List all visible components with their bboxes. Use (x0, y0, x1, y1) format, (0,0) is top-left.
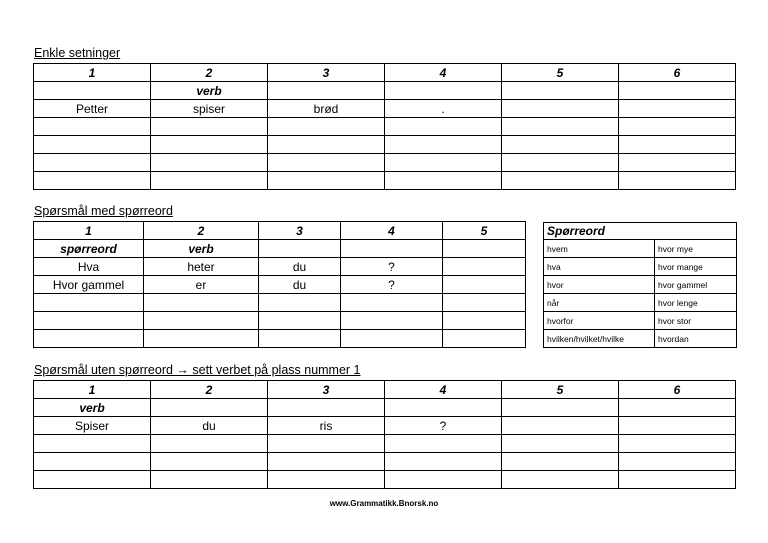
wh-questions-cell: du (259, 258, 341, 276)
simple-sentences-cell: Petter (34, 100, 151, 118)
simple-sentences-cell (34, 172, 151, 190)
wh-questions-cell: du (259, 276, 341, 294)
table-row (34, 417, 736, 435)
header-row (34, 381, 736, 399)
yes-no-questions-cell: ris (268, 417, 385, 435)
yes-no-questions-cell (385, 399, 502, 417)
wh-questions-cell (34, 330, 144, 348)
table-row (34, 118, 736, 136)
wh-questions-cell: er (144, 276, 259, 294)
wh-questions-cell: 3 (259, 222, 341, 240)
wh-questions-cell (259, 240, 341, 258)
yes-no-questions-cell: 3 (268, 381, 385, 399)
yes-no-questions-cell: 5 (502, 381, 619, 399)
yes-no-questions-cell: du (151, 417, 268, 435)
yes-no-questions-cell (268, 399, 385, 417)
wh-questions-cell: verb (144, 240, 259, 258)
simple-sentences-cell (502, 82, 619, 100)
simple-sentences-cell (34, 118, 151, 136)
wh-questions-cell (341, 312, 443, 330)
simple-sentences-cell (151, 118, 268, 136)
simple-sentences-cell (502, 118, 619, 136)
list-item (544, 240, 737, 258)
question-words-header (544, 223, 737, 240)
wh-questions-cell (144, 312, 259, 330)
section-title-yes-no-questions: Spørsmål uten spørreord → sett verbet på plass nummer 1 (34, 363, 361, 377)
simple-sentences-cell (502, 172, 619, 190)
yes-no-questions-cell: 6 (619, 381, 736, 399)
list-item (544, 330, 737, 348)
question-word: hvilken/hvilket/hvilke (544, 330, 655, 348)
simple-sentences-cell (619, 172, 736, 190)
yes-no-questions-cell (502, 453, 619, 471)
table-simple-sentences (33, 63, 736, 190)
question-word: hvor gammel (655, 276, 737, 294)
table-row (34, 136, 736, 154)
wh-questions-cell (259, 330, 341, 348)
yes-no-questions-cell (151, 435, 268, 453)
table-row (34, 453, 736, 471)
subheader-row (34, 82, 736, 100)
table-row (34, 294, 526, 312)
simple-sentences-cell (385, 172, 502, 190)
yes-no-questions-cell: verb (34, 399, 151, 417)
simple-sentences-cell: 2 (151, 64, 268, 82)
header-row (34, 222, 526, 240)
wh-questions-cell: 1 (34, 222, 144, 240)
wh-questions-cell (259, 312, 341, 330)
simple-sentences-cell (619, 118, 736, 136)
table-row (34, 276, 526, 294)
yes-no-questions-cell: 1 (34, 381, 151, 399)
yes-no-questions-cell: ? (385, 417, 502, 435)
simple-sentences-cell (385, 118, 502, 136)
list-item (544, 294, 737, 312)
list-item (544, 276, 737, 294)
question-word: hvordan (655, 330, 737, 348)
wh-questions-cell: spørreord (34, 240, 144, 258)
simple-sentences-cell (619, 136, 736, 154)
simple-sentences-cell: 5 (502, 64, 619, 82)
simple-sentences-cell (385, 82, 502, 100)
simple-sentences-cell (268, 136, 385, 154)
simple-sentences-cell (34, 136, 151, 154)
question-word: hvor mange (655, 258, 737, 276)
simple-sentences-cell (268, 172, 385, 190)
wh-questions-cell (34, 294, 144, 312)
simple-sentences-cell (619, 82, 736, 100)
yes-no-questions-cell (385, 435, 502, 453)
wh-questions-cell: ? (341, 258, 443, 276)
section-title-wh-questions: Spørsmål med spørreord (34, 204, 173, 218)
wh-questions-cell (443, 240, 526, 258)
yes-no-questions-cell (502, 399, 619, 417)
yes-no-questions-cell (619, 435, 736, 453)
simple-sentences-cell: brød (268, 100, 385, 118)
question-word: hvor stor (655, 312, 737, 330)
wh-questions-cell: 4 (341, 222, 443, 240)
wh-questions-cell (34, 312, 144, 330)
table-row (34, 330, 526, 348)
question-word: hva (544, 258, 655, 276)
simple-sentences-cell: 6 (619, 64, 736, 82)
wh-questions-cell: ? (341, 276, 443, 294)
yes-no-questions-cell (502, 471, 619, 489)
simple-sentences-cell (151, 172, 268, 190)
section-title-simple-sentences: Enkle setninger (34, 46, 121, 60)
question-word: hvem (544, 240, 655, 258)
question-word: hvor (544, 276, 655, 294)
yes-no-questions-cell: 4 (385, 381, 502, 399)
yes-no-questions-cell (268, 471, 385, 489)
wh-questions-cell (144, 330, 259, 348)
list-item (544, 258, 737, 276)
table-row (34, 471, 736, 489)
question-words-title: Spørreord (544, 223, 737, 240)
yes-no-questions-cell (34, 471, 151, 489)
table-row (34, 154, 736, 172)
wh-questions-cell: Hva (34, 258, 144, 276)
question-word: hvor mye (655, 240, 737, 258)
table-wh-questions (33, 221, 526, 348)
list-item (544, 312, 737, 330)
wh-questions-cell: Hvor gammel (34, 276, 144, 294)
table-row (34, 172, 736, 190)
subheader-row (34, 240, 526, 258)
yes-no-questions-cell (619, 453, 736, 471)
simple-sentences-cell: 4 (385, 64, 502, 82)
simple-sentences-cell (502, 100, 619, 118)
yes-no-questions-cell (34, 453, 151, 471)
yes-no-questions-cell (619, 471, 736, 489)
yes-no-questions-cell (151, 471, 268, 489)
yes-no-questions-cell (151, 399, 268, 417)
wh-questions-cell (341, 240, 443, 258)
simple-sentences-cell (619, 100, 736, 118)
yes-no-questions-cell (502, 435, 619, 453)
simple-sentences-cell: spiser (151, 100, 268, 118)
yes-no-questions-cell (34, 435, 151, 453)
subheader-row (34, 399, 736, 417)
header-row (34, 64, 736, 82)
simple-sentences-cell (268, 82, 385, 100)
simple-sentences-cell (619, 154, 736, 172)
question-word: hvor lenge (655, 294, 737, 312)
simple-sentences-cell (385, 136, 502, 154)
yes-no-questions-cell (385, 453, 502, 471)
footer-website: www.Grammatikk.Bnorsk.no (329, 499, 439, 508)
yes-no-questions-cell (385, 471, 502, 489)
simple-sentences-cell (151, 154, 268, 172)
yes-no-questions-cell: 2 (151, 381, 268, 399)
simple-sentences-cell: 3 (268, 64, 385, 82)
yes-no-questions-cell (619, 417, 736, 435)
simple-sentences-cell: 1 (34, 64, 151, 82)
table-row (34, 258, 526, 276)
table-yes-no-questions (33, 380, 736, 489)
yes-no-questions-cell: Spiser (34, 417, 151, 435)
simple-sentences-cell (268, 118, 385, 136)
simple-sentences-cell: verb (151, 82, 268, 100)
simple-sentences-cell (34, 82, 151, 100)
table-row (34, 312, 526, 330)
table-row (34, 435, 736, 453)
wh-questions-cell (443, 258, 526, 276)
yes-no-questions-cell (268, 453, 385, 471)
wh-questions-cell (443, 312, 526, 330)
wh-questions-cell: heter (144, 258, 259, 276)
question-words-table (543, 222, 737, 348)
wh-questions-cell (443, 276, 526, 294)
simple-sentences-cell: . (385, 100, 502, 118)
table-row (34, 100, 736, 118)
question-word: når (544, 294, 655, 312)
yes-no-questions-cell (502, 417, 619, 435)
wh-questions-cell (443, 294, 526, 312)
question-word: hvorfor (544, 312, 655, 330)
yes-no-questions-cell (268, 435, 385, 453)
wh-questions-cell (341, 330, 443, 348)
wh-questions-cell (443, 330, 526, 348)
wh-questions-cell (259, 294, 341, 312)
simple-sentences-cell (385, 154, 502, 172)
simple-sentences-cell (151, 136, 268, 154)
wh-questions-cell (341, 294, 443, 312)
simple-sentences-cell (502, 136, 619, 154)
simple-sentences-cell (502, 154, 619, 172)
wh-questions-cell: 2 (144, 222, 259, 240)
wh-questions-cell (144, 294, 259, 312)
yes-no-questions-cell (619, 399, 736, 417)
simple-sentences-cell (34, 154, 151, 172)
simple-sentences-cell (268, 154, 385, 172)
wh-questions-cell: 5 (443, 222, 526, 240)
yes-no-questions-cell (151, 453, 268, 471)
